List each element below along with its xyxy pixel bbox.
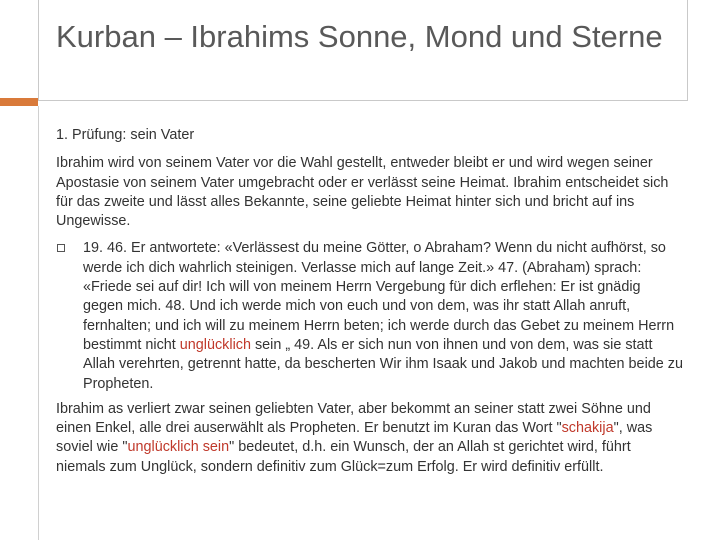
- closing-highlight-1: schakija: [561, 420, 614, 437]
- intro-paragraph: Ibrahim wird von seinem Vater vor die Wahl gestellt, entweder bleibt er und wird wegen seiner Apostasie von seinem Vater umgebracht oder er verlässt seine Heimat. Ibrahim entscheidet sich für das zweite und lässt alles Bekannte, seine geliebte Heimat hinter sich und bricht auf ins Ungewisse.: [56, 155, 669, 230]
- square-bullet-icon: [57, 244, 65, 252]
- slide-title: Kurban – Ibrahims Sonne, Mond und Sterne: [56, 19, 663, 54]
- slide-content: [56, 126, 684, 477]
- quote-part-1: 19. 46. Er antwortete: «Verlässest du meine Götter, o Abraham? Wenn du nicht aufhörst, so werde ich dich wahrlich steinigen. Verlasse mich auf lange Zeit.» 47. (Abraham) sprach: «Friede sei auf dir! Ich will von meinem Herrn Vergebung für dich erflehen: Er ist gnädig gegen mich. 48. Und ich werde mich von euch und von dem, was ihr statt Allah anruft, fernhalten; und ich will zu meinem Herrn beten; ich werde durch das Gebet zu meinem Herrn bestimmt nicht: [83, 240, 675, 353]
- closing-paragraph: [56, 400, 684, 477]
- quote-text: [83, 240, 683, 391]
- closing-part-2: ", was soviel wie ": [56, 420, 653, 456]
- accent-bar: [0, 98, 38, 106]
- quote-part-2: sein „ 49. Als er sich nun von ihnen und von dem, was sie statt Allah verehrten, getrennt hatte, da bescherten Wir ihm Isaak und Jakob und machten beide zu Propheten.: [83, 336, 683, 392]
- closing-highlight-2: unglücklich sein: [127, 439, 230, 456]
- closing-part-3: " bedeutet, d.h. ein Wunsch, der an Allah st gerichtet wird, führt niemals zum Unglück, sondern definitiv zum Glück=zum Erfolg. Er wird definitiv erfüllt.: [56, 439, 631, 475]
- quote-highlight: unglücklich: [179, 336, 251, 353]
- quote-bullet: [56, 239, 684, 393]
- section-heading: 1. Prüfung: sein Vater: [56, 127, 195, 143]
- closing-part-1: Ibrahim as verliert zwar seinen geliebten Vater, aber bekommt an seiner statt zwei Söhne und einen Enkel, alle drei auserwählt als Propheten. Er benutzt im Kuran das Wort ": [56, 400, 651, 437]
- content-divider: [38, 106, 39, 540]
